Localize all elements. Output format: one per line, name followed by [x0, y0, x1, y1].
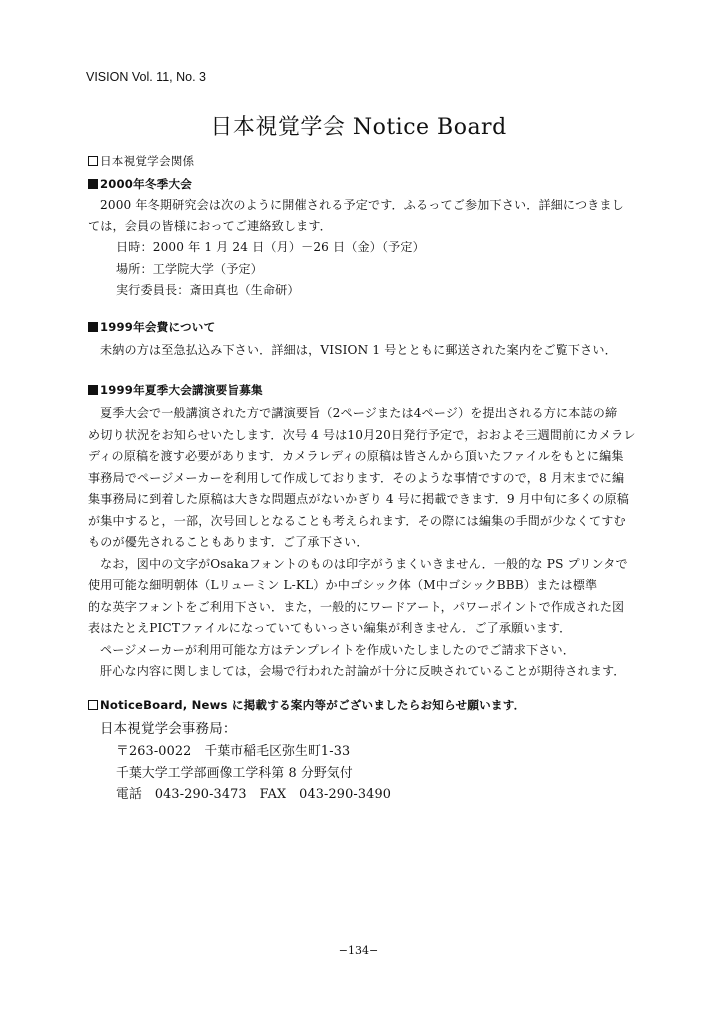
- empty-square-icon: [88, 700, 98, 710]
- fee-heading: [88, 319, 215, 335]
- summer-line: 的な英字フォントをご利用下さい．また，一般的にワードアート，パワーポイントで作成された図: [88, 600, 625, 614]
- page-number: −134−: [338, 944, 379, 957]
- winter-text-line-2: ては，会員の皆様におってご連絡致します．: [88, 219, 332, 233]
- filled-square-icon: [88, 179, 98, 189]
- summer-line: が集中すると，一部，次号回しとなることも考えられます．その際には編集の手間が少なくてすむ: [88, 514, 626, 528]
- summer-line: ページメーカーが利用可能な方はテンプレイトを作成いたしましたのでご請求下さい．: [100, 643, 575, 657]
- summer-line: 集事務局に到着した原稿は大きな問題点がないかぎり 4 号に掲載できます．9 月中旬に多くの原稿: [88, 492, 629, 506]
- filled-square-icon: [88, 322, 98, 332]
- winter-place: 場所：工学院大学（予定）: [116, 262, 263, 276]
- summer-line: ものが優先されることもあります．ご了承下さい．: [88, 535, 369, 549]
- winter-heading-label: 2000年冬季大会: [100, 177, 193, 191]
- office-address: 〒263-0022 千葉市稲毛区弥生町1-33: [116, 744, 351, 759]
- summer-line: 夏季大会で一般講演された方で講演要旨（2ページまたは4ページ）を提出される方に本誌の締: [100, 406, 618, 420]
- winter-date: 日時：2000 年 1 月 24 日（月）－26 日（金）（予定）: [116, 240, 425, 254]
- summer-heading: [88, 382, 263, 398]
- summer-line: 使用可能な細明朝体（Lリューミン L-KL）か中ゴシック体（M中ゴシックBBB）または標準: [88, 578, 598, 592]
- section-group-heading: [88, 153, 194, 169]
- winter-text-line-1: 2000 年冬期研究会は次のように開催される予定です．ふるってご参加下さい．詳細につきまし: [100, 198, 624, 212]
- summer-line: め切り状況をお知らせいたします．次号 4 号は10月20日発行予定で，おおよそ三週間前にカメラレ: [88, 428, 636, 442]
- notice-heading-label: NoticeBoard, News に掲載する案内等がございましたらお知らせ願います．: [100, 698, 526, 712]
- office-name: 日本視覚学会事務局：: [100, 721, 237, 737]
- summer-line: なお，図中の文字がOsakaフォントのものは印字がうまくいきません．一般的な PS プリンタで: [100, 557, 628, 571]
- summer-line: ディの原稿を渡す必要があります．カメラレディの原稿は皆さんから頂いたファイルをもとに編集: [88, 449, 624, 463]
- summer-line: 肝心な内容に関しましては，会場で行われた討論が十分に反映されていることが期待されます．: [100, 664, 626, 678]
- notice-heading: [88, 697, 525, 713]
- summer-line: 事務局でページメーカーを利用して作成しております．そのような事情ですので，8 月末までに編: [88, 471, 625, 485]
- winter-chair: 実行委員長：斎田真也（生命研）: [116, 283, 300, 297]
- section-group-label: 日本視覚学会関係: [100, 154, 195, 168]
- fee-text: 未納の方は至急払込み下さい．詳細は，VISION 1 号とともに郵送された案内をご覧下さい．: [100, 343, 617, 357]
- journal-header: VISION Vol. 11, No. 3: [86, 70, 206, 84]
- office-phone-fax: 電話 043-290-3473 FAX 043-290-3490: [116, 787, 392, 802]
- page-title: 日本視覚学会 Notice Board: [210, 115, 507, 140]
- empty-square-icon: [88, 156, 98, 166]
- summer-heading-label: 1999年夏季大会講演要旨募集: [100, 383, 263, 397]
- fee-heading-label: 1999年会費について: [100, 320, 216, 334]
- filled-square-icon: [88, 385, 98, 395]
- summer-line: 表はたとえPICTファイルになっていてもいっさい編集が利きません．ご了承願います．: [88, 621, 572, 635]
- office-department: 千葉大学工学部画像工学科第 8 分野気付: [116, 766, 353, 781]
- winter-heading: [88, 176, 192, 192]
